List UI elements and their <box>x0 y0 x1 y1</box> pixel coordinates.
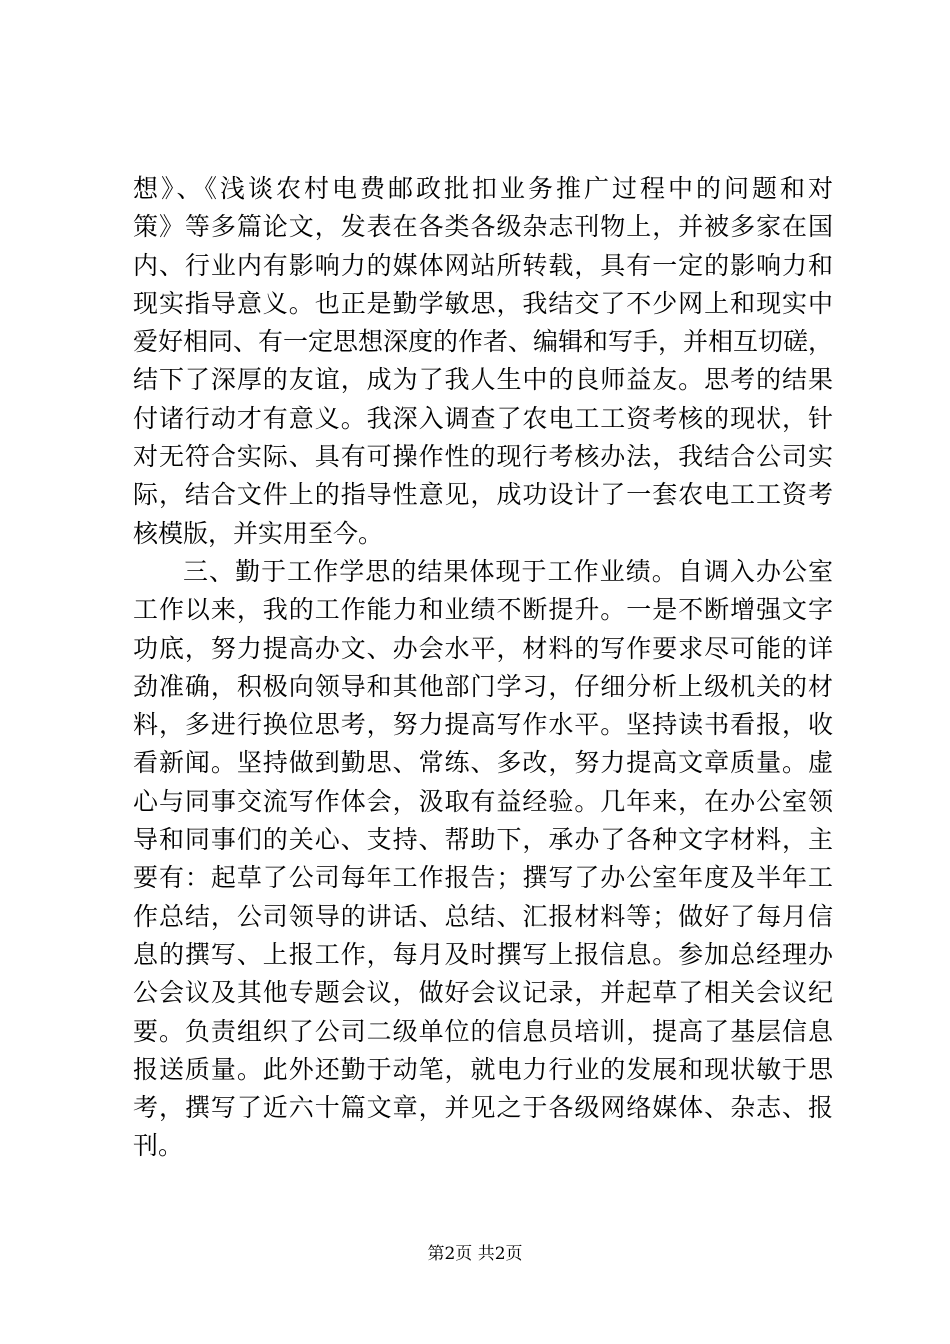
text-line: 结下了深厚的友谊，成为了我人生中的良师益友。思考的结果 <box>133 365 833 395</box>
text-line: 付诸行动才有意义。我深入调查了农电工工资考核的现状，针 <box>133 403 833 433</box>
paragraph-start-line: 三、勤于工作学思的结果体现于工作业绩。自调入办公室 <box>183 556 833 586</box>
text-line: 报送质量。此外还勤于动笔，就电力行业的发展和现状敏于思 <box>133 1054 833 1084</box>
text-line: 工作以来，我的工作能力和业绩不断提升。一是不断增强文字 <box>133 595 833 625</box>
text-line: 内、行业内有影响力的媒体网站所转载，具有一定的影响力和 <box>133 250 833 280</box>
text-line: 对无符合实际、具有可操作性的现行考核办法，我结合公司实 <box>133 442 833 472</box>
text-line: 导和同事们的关心、支持、帮助下，承办了各种文字材料，主 <box>133 825 833 855</box>
text-line: 劲准确，积极向领导和其他部门学习，仔细分析上级机关的材 <box>133 671 833 701</box>
text-line: 核模版，并实用至今。 <box>133 518 384 548</box>
text-line: 要。负责组织了公司二级单位的信息员培训，提高了基层信息 <box>133 1016 833 1046</box>
text-line: 料，多进行换位思考，努力提高写作水平。坚持读书看报，收 <box>133 710 833 740</box>
text-line: 功底，努力提高办文、办会水平，材料的写作要求尽可能的详 <box>133 633 833 663</box>
page-footer: 第2页 共2页 <box>427 1244 523 1264</box>
text-line: 现实指导意义。也正是勤学敏思，我结交了不少网上和现实中 <box>133 288 833 318</box>
text-line: 际，结合文件上的指导性意见，成功设计了一套农电工工资考 <box>133 480 833 510</box>
text-line: 爱好相同、有一定思想深度的作者、编辑和写手，并相互切磋， <box>133 327 834 357</box>
text-line: 策》等多篇论文，发表在各类各级杂志刊物上，并被多家在国 <box>133 212 833 242</box>
text-line: 作总结，公司领导的讲话、总结、汇报材料等；做好了每月信 <box>133 901 833 931</box>
text-line: 息的撰写、上报工作，每月及时撰写上报信息。参加总经理办 <box>133 939 833 969</box>
text-line: 想》、《浅谈农村电费邮政批扣业务推广过程中的问题和对 <box>133 174 833 203</box>
text-line: 考，撰写了近六十篇文章，并见之于各级网络媒体、杂志、报 <box>133 1093 833 1123</box>
text-line: 要有：起草了公司每年工作报告；撰写了办公室年度及半年工 <box>133 863 833 893</box>
text-line: 看新闻。坚持做到勤思、常练、多改，努力提高文章质量。虚 <box>133 748 833 778</box>
text-line: 公会议及其他专题会议，做好会议记录，并起草了相关会议纪 <box>133 978 833 1008</box>
text-line: 心与同事交流写作体会，汲取有益经验。几年来，在办公室领 <box>133 786 833 816</box>
body-text <box>133 170 833 1166</box>
text-line: 刊。 <box>133 1131 184 1161</box>
